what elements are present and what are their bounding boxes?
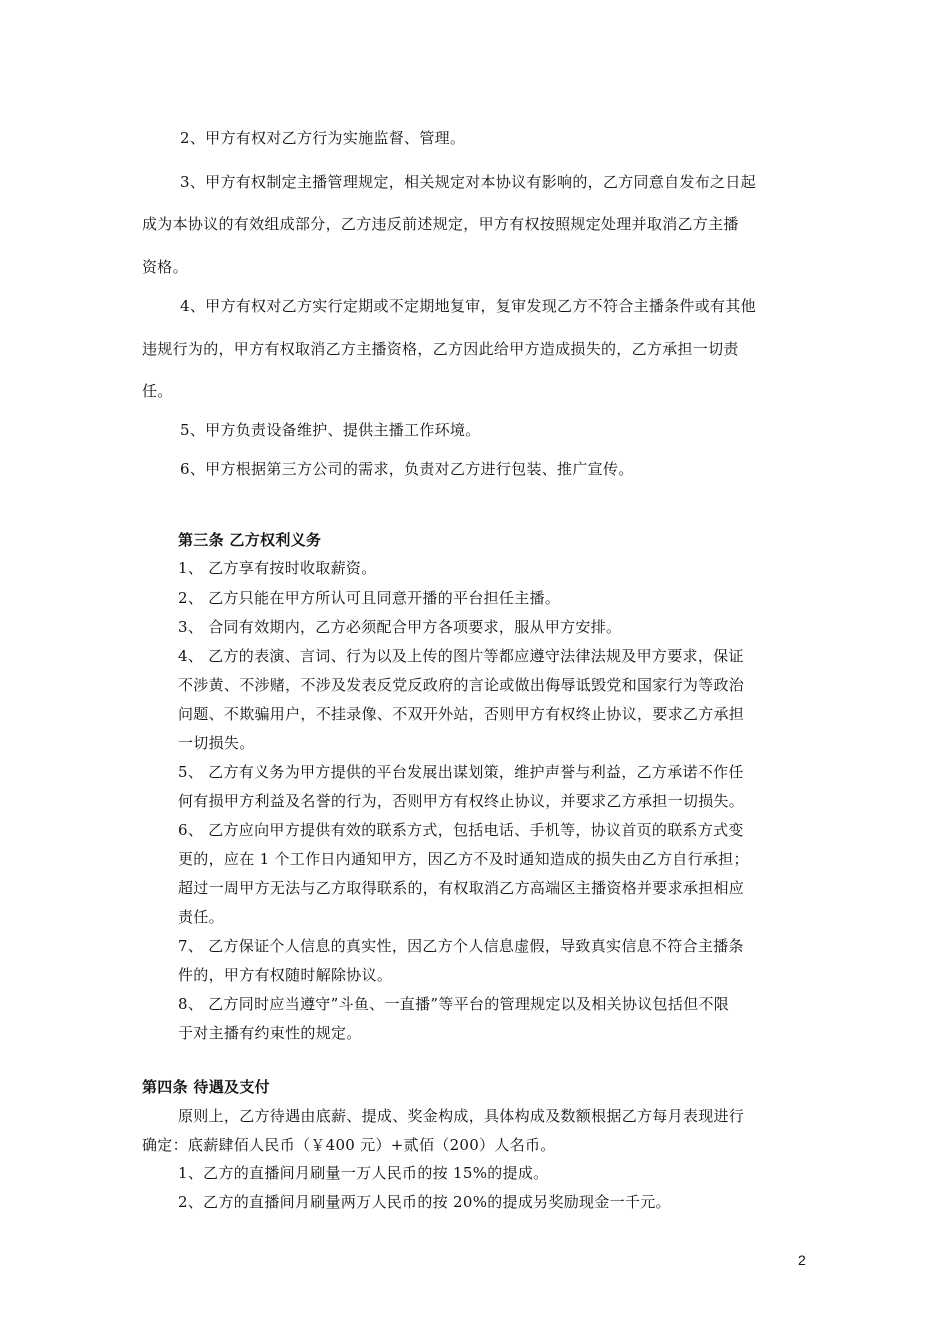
article-4-title: 第四条 待遇及支付: [142, 1078, 270, 1096]
clause-3-line-1: 3、甲方有权制定主播管理规定，相关规定对本协议有影响的，乙方同意自发布之日起: [180, 173, 756, 191]
article-3-item-4-line-3: 问题、不欺骗用户，不挂录像、不双开外站，否则甲方有权终止协议，要求乙方承担: [178, 705, 745, 723]
article-3-item-8-line-2: 于对主播有约束性的规定。: [178, 1024, 362, 1042]
clause-4-line-3: 任。: [142, 382, 173, 400]
article-3-item-8-line-1: 8、 乙方同时应当遵守”斗鱼、一直播”等平台的管理规定以及相关协议包括但不限: [178, 995, 730, 1013]
article-3-item-6-line-4: 责任。: [178, 908, 224, 926]
article-3-item-6-line-3: 超过一周甲方无法与乙方取得联系的，有权取消乙方高端区主播资格并要求承担相应: [178, 879, 745, 897]
article-4-para-line-2: 确定：底薪肆佰人民币（￥400 元）+贰佰（200）人名币。: [142, 1136, 556, 1154]
clause-4-line-2: 违规行为的，甲方有权取消乙方主播资格，乙方因此给甲方造成损失的，乙方承担一切责: [142, 340, 739, 358]
article-3-item-6-line-1: 6、 乙方应向甲方提供有效的联系方式，包括电话、手机等，协议首页的联系方式变: [178, 821, 744, 839]
article-3-item-4-line-4: 一切损失。: [178, 734, 255, 752]
article-4-para-line-1: 原则上，乙方待遇由底薪、提成、奖金构成，具体构成及数额根据乙方每月表现进行: [178, 1107, 745, 1125]
clause-6-text: 6、甲方根据第三方公司的需求，负责对乙方进行包装、推广宣传。: [180, 460, 634, 478]
article-3-item-3: 3、 合同有效期内，乙方必须配合甲方各项要求，服从甲方安排。: [178, 618, 622, 636]
clause-5-text: 5、甲方负责设备维护、提供主播工作环境。: [180, 421, 481, 439]
article-3-item-1: 1、 乙方享有按时收取薪资。: [178, 559, 377, 577]
article-4-item-1: 1、乙方的直播间月刷量一万人民币的按 15%的提成。: [178, 1164, 549, 1182]
article-3-item-4-line-1: 4、 乙方的表演、言词、行为以及上传的图片等都应遵守法律法规及甲方要求，保证: [178, 647, 744, 665]
article-3-item-7-line-1: 7、 乙方保证个人信息的真实性，因乙方个人信息虚假，导致真实信息不符合主播条: [178, 937, 744, 955]
article-3-title: 第三条 乙方权利义务: [178, 531, 322, 549]
article-3-item-6-line-2: 更的，应在 1 个工作日内通知甲方，因乙方不及时通知造成的损失由乙方自行承担；: [178, 850, 749, 868]
article-4-item-2: 2、乙方的直播间月刷量两万人民币的按 20%的提成另奖励现金一千元。: [178, 1193, 671, 1211]
clause-3-line-2: 成为本协议的有效组成部分，乙方违反前述规定，甲方有权按照规定处理并取消乙方主播: [142, 215, 739, 233]
article-3-item-4-line-2: 不涉黄、不涉赌，不涉及发表反党反政府的言论或做出侮辱诋毁党和国家行为等政治: [178, 676, 745, 694]
clause-4-line-1: 4、甲方有权对乙方实行定期或不定期地复审，复审发现乙方不符合主播条件或有其他: [180, 297, 756, 315]
clause-3-line-3: 资格。: [142, 258, 188, 276]
article-3-item-5-line-1: 5、 乙方有义务为甲方提供的平台发展出谋划策，维护声誉与利益，乙方承诺不作任: [178, 763, 744, 781]
clause-2-text: 2、甲方有权对乙方行为实施监督、管理。: [180, 129, 466, 147]
page-number: 2: [798, 1252, 806, 1268]
article-3-item-5-line-2: 何有损甲方利益及名誉的行为，否则甲方有权终止协议，并要求乙方承担一切损失。: [178, 792, 745, 810]
article-3-item-7-line-2: 件的，甲方有权随时解除协议。: [178, 966, 393, 984]
article-3-item-2: 2、 乙方只能在甲方所认可且同意开播的平台担任主播。: [178, 589, 561, 607]
